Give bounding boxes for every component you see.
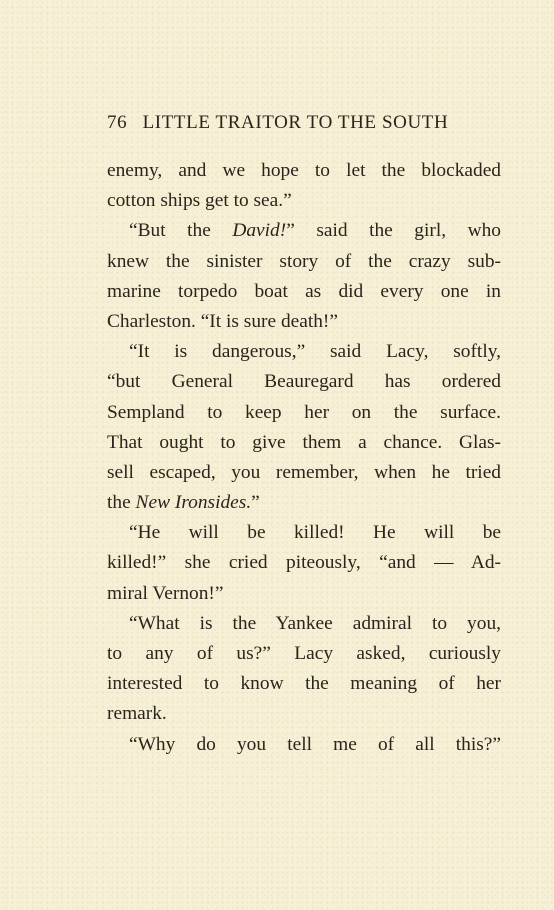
text-line: cotton ships get to sea.” [107, 190, 292, 212]
paragraph [107, 216, 501, 337]
text-line: interested to know the meaning of her [107, 673, 501, 695]
paragraph [107, 730, 501, 760]
paragraph [107, 518, 501, 609]
text-run: ” said the girl, who [286, 220, 501, 242]
text-line: knew the sinister story of the crazy sub- [107, 250, 501, 272]
text-line [107, 216, 501, 246]
running-head [107, 106, 501, 140]
text-line: remark. [107, 703, 167, 725]
text-run: “But the [129, 220, 233, 242]
text-line: marine torpedo boat as did every one in [107, 280, 501, 302]
text-line: “but General Beauregard has ordered [107, 371, 501, 393]
body-text [107, 156, 501, 760]
book-page [107, 106, 501, 760]
italic-ship-name: New Ironsides. [135, 492, 252, 514]
text-run: ” [251, 492, 260, 514]
text-line: miral Vernon!” [107, 582, 224, 604]
text-run: the [107, 492, 136, 514]
paragraph [107, 337, 501, 518]
text-line: Sempland to keep her on the surface. [107, 401, 501, 423]
paragraph [107, 609, 501, 730]
text-line: to any of us?” Lacy asked, curiously [107, 643, 501, 664]
text-line: “It is dangerous,” said Lacy, softly, [129, 341, 501, 363]
text-line: enemy, and we hope to let the blockaded [107, 160, 501, 181]
text-line: “He will be killed! He will be [129, 522, 501, 544]
page-number: 76 [107, 112, 128, 133]
text-line: That ought to give them a chance. Glas- [107, 431, 501, 453]
text-line [107, 488, 501, 518]
text-line: sell escaped, you remember, when he tried [107, 461, 501, 483]
text-line: “Why do you tell me of all this?” [129, 733, 501, 755]
running-title: LITTLE TRAITOR TO THE SOUTH [142, 112, 449, 133]
paragraph [107, 156, 501, 216]
text-line: “What is the Yankee admiral to you, [129, 612, 501, 634]
text-line: Charleston. “It is sure death!” [107, 310, 338, 332]
italic-ship-name: David! [232, 220, 287, 242]
text-line: killed!” she cried piteously, “and — Ad- [107, 552, 501, 574]
